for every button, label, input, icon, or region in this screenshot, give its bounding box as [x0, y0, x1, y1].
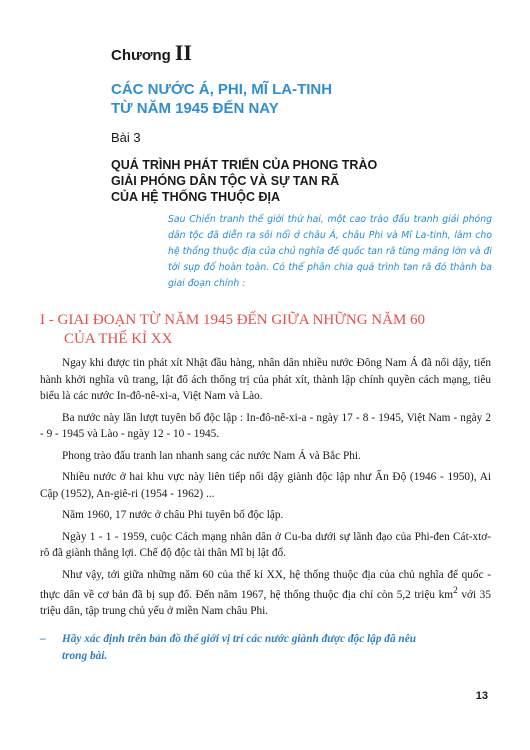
chapter-title-line: TỪ NĂM 1945 ĐẾN NAY — [111, 100, 279, 117]
lesson-title — [111, 157, 451, 205]
section-heading — [40, 311, 500, 349]
paragraph: Phong trào đấu tranh lan nhanh sang các nước Nam Á và Bắc Phi. — [62, 449, 361, 462]
section-heading-line: I - GIAI ĐOẠN TỪ NĂM 1945 ĐẾN GIỮA NHỮNG NĂM 60 — [40, 312, 426, 328]
chapter-title — [111, 80, 431, 118]
paragraph-text: Như vậy, tới giữa những năm 60 của thế kỉ XX, hệ thống thuộc địa của chủ nghĩa đế quốc - thực dân về cơ bản đã bị sụp đổ. Đến năm 1967, hệ thống thuộc địa chỉ còn 5,2 triệu km — [40, 568, 491, 601]
superscript: 2 — [453, 586, 458, 596]
section-heading-line: CỦA THẾ KỈ XX — [64, 331, 173, 347]
chapter-number: II — [174, 40, 192, 65]
page-number: 13 — [475, 690, 488, 702]
chapter-word: Chương — [111, 47, 171, 64]
body-text — [40, 355, 491, 625]
lesson-title-line: GIẢI PHÓNG DÂN TỘC VÀ SỰ TAN RÃ — [111, 174, 340, 188]
paragraph: Ba nước này lần lượt tuyên bố độc lập : In-đô-nê-xi-a - ngày 17 - 8 - 1945, Việt Nam - ngày 2 - 9 - 1945 và Lào - ngày 12 - 10 - 1945. — [40, 411, 491, 440]
paragraph: Nhiều nước ở hai khu vực này liên tiếp nổi dậy giành độc lập như Ấn Độ (1946 - 1950), Ai Cập (1952), An-giê-ri (1954 - 1962) ... — [40, 471, 491, 500]
chapter-heading — [111, 40, 192, 66]
paragraph: Năm 1960, 17 nước ở châu Phi tuyên bố độc lập. — [62, 509, 284, 521]
intro-paragraph: Sau Chiến tranh thế giới thứ hai, một cao trào đấu tranh giải phóng dân tộc đã diễn ra sôi nổi ở châu Á, châu Phi và Mĩ La-tinh, làm cho hệ thống thuộc địa của chủ nghĩa đế quốc tan rã từng mảng lớn và đi tới sụp đổ hoàn toàn. Có thể phân chia quá trình tan rã đó thành ba giai đoạn chính : — [168, 214, 492, 289]
question-dash: – — [40, 633, 46, 645]
paragraph — [40, 567, 491, 620]
paragraph-text: với 35 triệu dân, tập trung chủ yếu ở miền Nam châu Phi. — [40, 588, 491, 618]
paragraph: Ngày 1 - 1 - 1959, cuộc Cách mạng nhân dân ở Cu-ba dưới sự lãnh đạo của Phi-đen Cát-xtơ-rô đã giành thắng lợi. Chế độ độc tài thân Mĩ bị lật đổ. — [40, 530, 491, 559]
lesson-title-line: QUÁ TRÌNH PHÁT TRIỂN CỦA PHONG TRÀO — [111, 158, 378, 172]
lesson-label: Bài 3 — [111, 130, 141, 145]
review-question — [40, 631, 491, 664]
question-line: trong bài. — [62, 649, 108, 662]
lesson-title-line: CỦA HỆ THỐNG THUỘC ĐỊA — [111, 190, 280, 204]
paragraph: Ngay khi được tin phát xít Nhật đầu hàng, nhân dân nhiều nước Đông Nam Á đã nổi dậy, tiến hành khởi nghĩa vũ trang, lật đổ ách thống trị của phát xít, thành lập chính quyền cách mạng, tiêu biểu là các nước In-đô-nê-xi-a, Việt Nam và Lào. — [40, 357, 491, 402]
question-line: Hãy xác định trên bản đồ thế giới vị trí các nước giành được độc lập đã nêu — [62, 633, 417, 645]
chapter-title-line: CÁC NƯỚC Á, PHI, MĨ LA-TINH — [111, 81, 333, 98]
